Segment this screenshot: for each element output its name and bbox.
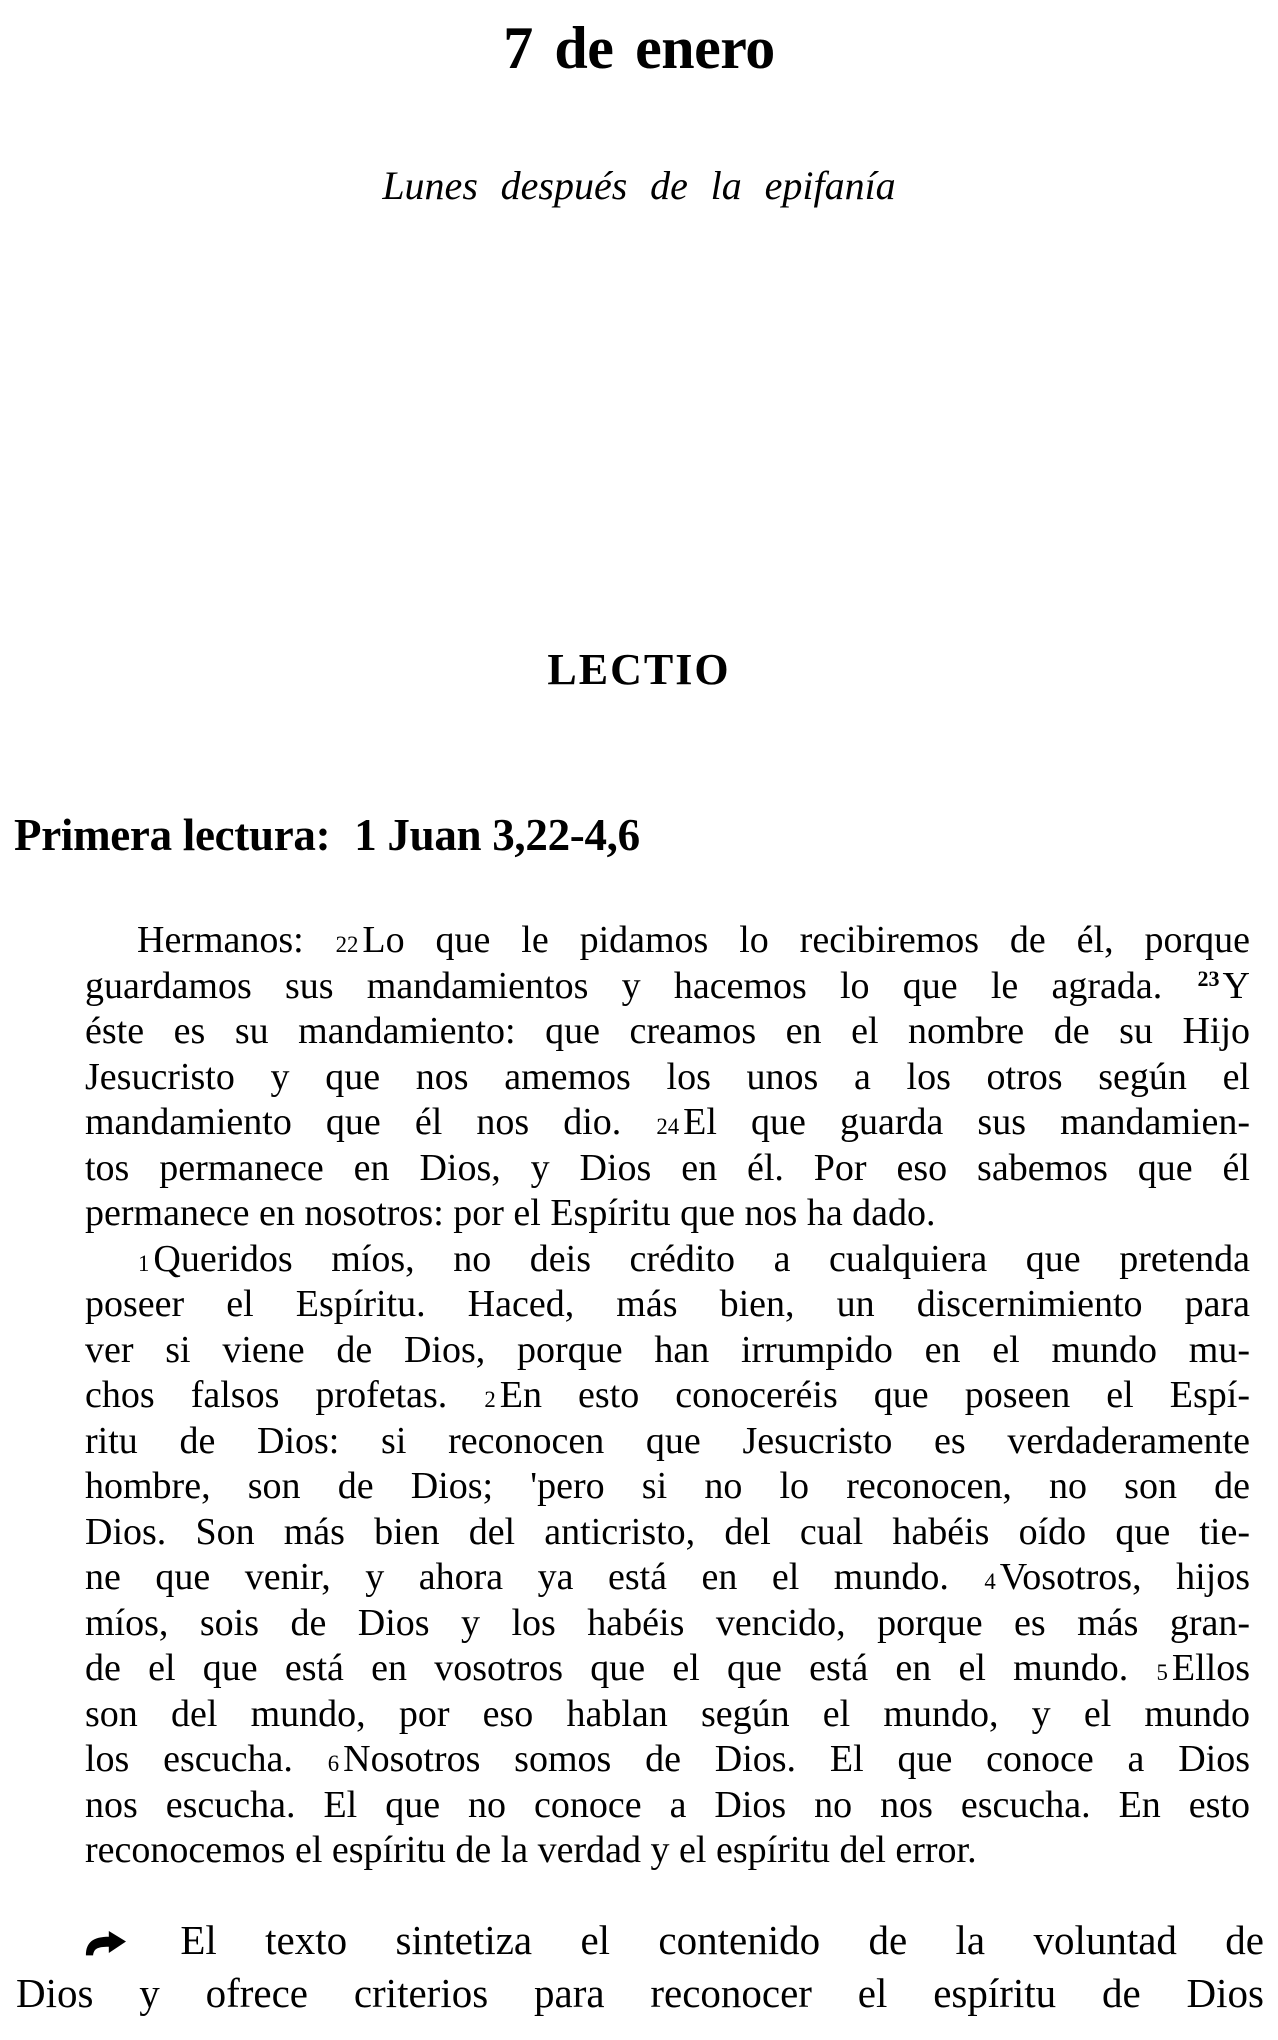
commentary-text: El texto sintetiza el contenido de la voluntad de bbox=[180, 1916, 1264, 1963]
verse-number: 4 bbox=[984, 1569, 996, 1594]
reading-heading-label: Primera lectura: bbox=[14, 810, 331, 860]
text-line: chos falsos profetas. 2 En esto conoceréis que poseen el Espí- bbox=[85, 1374, 1250, 1416]
text-line: ver si viene de Dios, porque han irrumpido en el mundo mu- bbox=[85, 1328, 1250, 1371]
text-line: éste es su mandamiento: que creamos en el nombre de su Hijo bbox=[85, 1010, 1250, 1052]
text-line: hombre, son de Dios; 'pero si no lo reconocen, no son de bbox=[85, 1465, 1250, 1507]
text-line: mandamiento que él nos dio. 24 El que guarda sus mandamien- bbox=[85, 1101, 1250, 1143]
verse-number: 5 bbox=[1156, 1660, 1168, 1685]
curved-right-arrow-icon bbox=[84, 1929, 126, 1956]
verse-number: 22 bbox=[335, 932, 359, 957]
text-line: son del mundo, por eso hablan según el mundo, y el mundo bbox=[85, 1692, 1250, 1735]
commentary bbox=[0, 1914, 1278, 2020]
text-line: tos permanece en Dios, y Dios en él. Por eso sabemos que él bbox=[85, 1146, 1250, 1189]
text-line: nos escucha. El que no conoce a Dios no nos escucha. En esto bbox=[85, 1783, 1250, 1826]
text-line: los escucha. 6 Nosotros somos de Dios. El que conoce a Dios bbox=[85, 1738, 1250, 1780]
text-line: poseer el Espíritu. Haced, más bien, un discernimiento para bbox=[85, 1283, 1250, 1325]
text-line: ritu de Dios: si reconocen que Jesucristo es verdaderamente bbox=[85, 1419, 1250, 1462]
page-title: 7 de enero bbox=[503, 15, 775, 81]
text-line: de el que está en vosotros que el que está en el mundo. 5 Ellos bbox=[85, 1647, 1250, 1689]
reading-heading-reference: 1 Juan 3,22-4,6 bbox=[354, 810, 640, 860]
commentary-line bbox=[16, 1967, 1264, 2020]
verse-number: 23 bbox=[1197, 966, 1220, 992]
text-line: ne que venir, y ahora ya está en el mundo. 4 Vosotros, hijos bbox=[85, 1556, 1250, 1598]
commentary-text: Dios y ofrece criterios para reconocer el espíritu de Dios bbox=[16, 1969, 1264, 2016]
verse-number: 24 bbox=[656, 1114, 680, 1139]
reading-heading bbox=[0, 810, 1278, 860]
text-line: reconocemos el espíritu de la verdad y el espíritu del error. bbox=[85, 1829, 977, 1871]
verse-number: 6 bbox=[327, 1751, 340, 1776]
paragraph bbox=[85, 1237, 1250, 1874]
page-subtitle: Lunes después de la epifanía bbox=[382, 163, 896, 208]
text-line: guardamos sus mandamientos y hacemos lo que le agrada. $^{23}$Y bbox=[85, 964, 1250, 1007]
section-heading-lectio: LECTIO bbox=[547, 645, 731, 694]
paragraph bbox=[85, 918, 1250, 1237]
text-line: permanece en nosotros: por el Espíritu que nos ha dado. bbox=[85, 1192, 936, 1234]
text-line: 1 Queridos míos, no deis crédito a cualquiera que pretenda bbox=[138, 1237, 1250, 1280]
verse-number: 1 bbox=[138, 1250, 150, 1276]
verse-number: 2 bbox=[484, 1387, 496, 1412]
text-line: Hermanos: 22 Lo que le pidamos lo recibiremos de él, porque bbox=[137, 919, 1250, 961]
reading-body bbox=[0, 918, 1278, 1874]
commentary-line bbox=[16, 1914, 1264, 1967]
text-line: Jesucristo y que nos amemos los unos a los otros según el bbox=[85, 1055, 1250, 1098]
text-line: Dios. Son más bien del anticristo, del cual habéis oído que tie- bbox=[85, 1510, 1250, 1553]
text-line: míos, sois de Dios y los habéis vencido, porque es más gran- bbox=[85, 1601, 1250, 1644]
